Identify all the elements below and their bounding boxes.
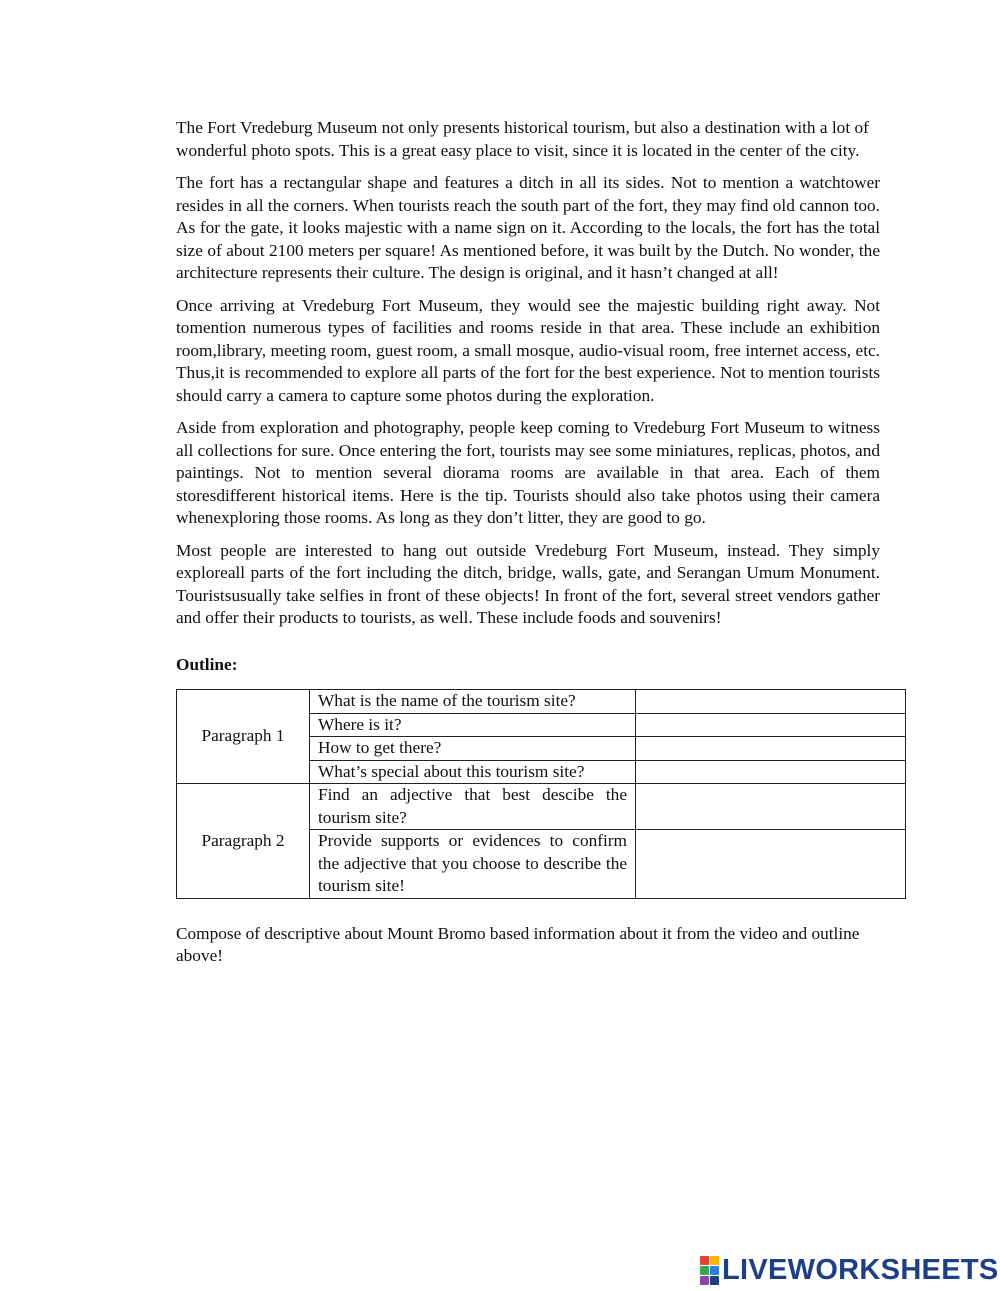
logo-block [710,1266,719,1275]
paragraph-4: Aside from exploration and photography, people keep coming to Vredeburg Fort Museum to witness all collections for sure. Once entering the fort, tourists may see some miniatures, replicas, photos, and paintings. Not to mention several diorama rooms are available in that area. Each of them storesdifferent historical items. Here is the tip. Tourists should also take photos using their camera whenexploring those rooms. As long as they don’t litter, they are good to go. [176,418,880,527]
paragraph-1: The Fort Vredeburg Museum not only presents historical tourism, but also a destination with a lot of wonderful photo spots. This is a great easy place to visit, since it is located in the center of the city. [176,118,869,160]
question-cell: Where is it? [310,713,636,737]
question-cell: What’s special about this tourism site? [310,760,636,784]
paragraph-2: The fort has a rectangular shape and features a ditch in all its sides. Not to mention a watchtower resides in all the corners. When tourists reach the south part of the fort, they may find old cannon too. As for the gate, it looks majestic with a name sign on it. According to the locals, the fort has the total size of about 2100 meters per square! As mentioned before, it was built by the Dutch. No wonder, the architecture represents their culture. The design is original, and it hasn’t changed at all! [176,173,880,282]
worksheet-page [176,117,880,978]
paragraph-3: Once arriving at Vredeburg Fort Museum, they would see the majestic building right away. Not tomention numerous types of facilities and rooms reside in that area. These include an exhibition room,library, meeting room, guest room, a small mosque, audio-visual room, free internet access, etc. Thus,it is recommended to explore all parts of the fort for the best experience. Not to mention tourists should carry a camera to capture some photos during the exploration. [176,295,880,405]
paragraph-1-label: Paragraph 1 [177,690,310,784]
logo-mark-icon [700,1256,719,1285]
logo-block [710,1276,719,1285]
answer-cell[interactable] [636,760,906,784]
logo-block [700,1276,709,1285]
question-cell: Provide supports or evidences to confirm the adjective that you choose to describe the tourism site! [310,830,636,899]
compose-instruction: Compose of descriptive about Mount Bromo based information about it from the video and outline above! [176,923,860,965]
answer-cell[interactable] [636,830,906,899]
paragraph-5: Most people are interested to hang out outside Vredeburg Fort Museum, instead. They simply exploreall parts of the fort including the ditch, bridge, walls, gate, and Serangan Umum Monument. Touristsusually take selfies in front of these objects! In front of the fort, several street vendors gather and offer their products to tourists, as well. These include foods and souvenirs! [176,540,880,627]
answer-cell[interactable] [636,713,906,737]
logo-block [700,1266,709,1275]
question-cell: How to get there? [310,737,636,761]
outline-table [176,689,906,899]
logo-block [710,1256,719,1265]
outline-heading: Outline: [176,654,238,674]
liveworksheets-logo [700,1253,999,1287]
table-row [177,784,906,830]
answer-cell[interactable] [636,737,906,761]
paragraph-2-label: Paragraph 2 [177,784,310,899]
table-row [177,690,906,714]
logo-text: LIVEWORKSHEETS [722,1253,999,1286]
question-cell: Find an adjective that best descibe the tourism site? [310,784,636,830]
question-cell: What is the name of the tourism site? [310,690,636,714]
logo-block [700,1256,709,1265]
answer-cell[interactable] [636,784,906,830]
answer-cell[interactable] [636,690,906,714]
